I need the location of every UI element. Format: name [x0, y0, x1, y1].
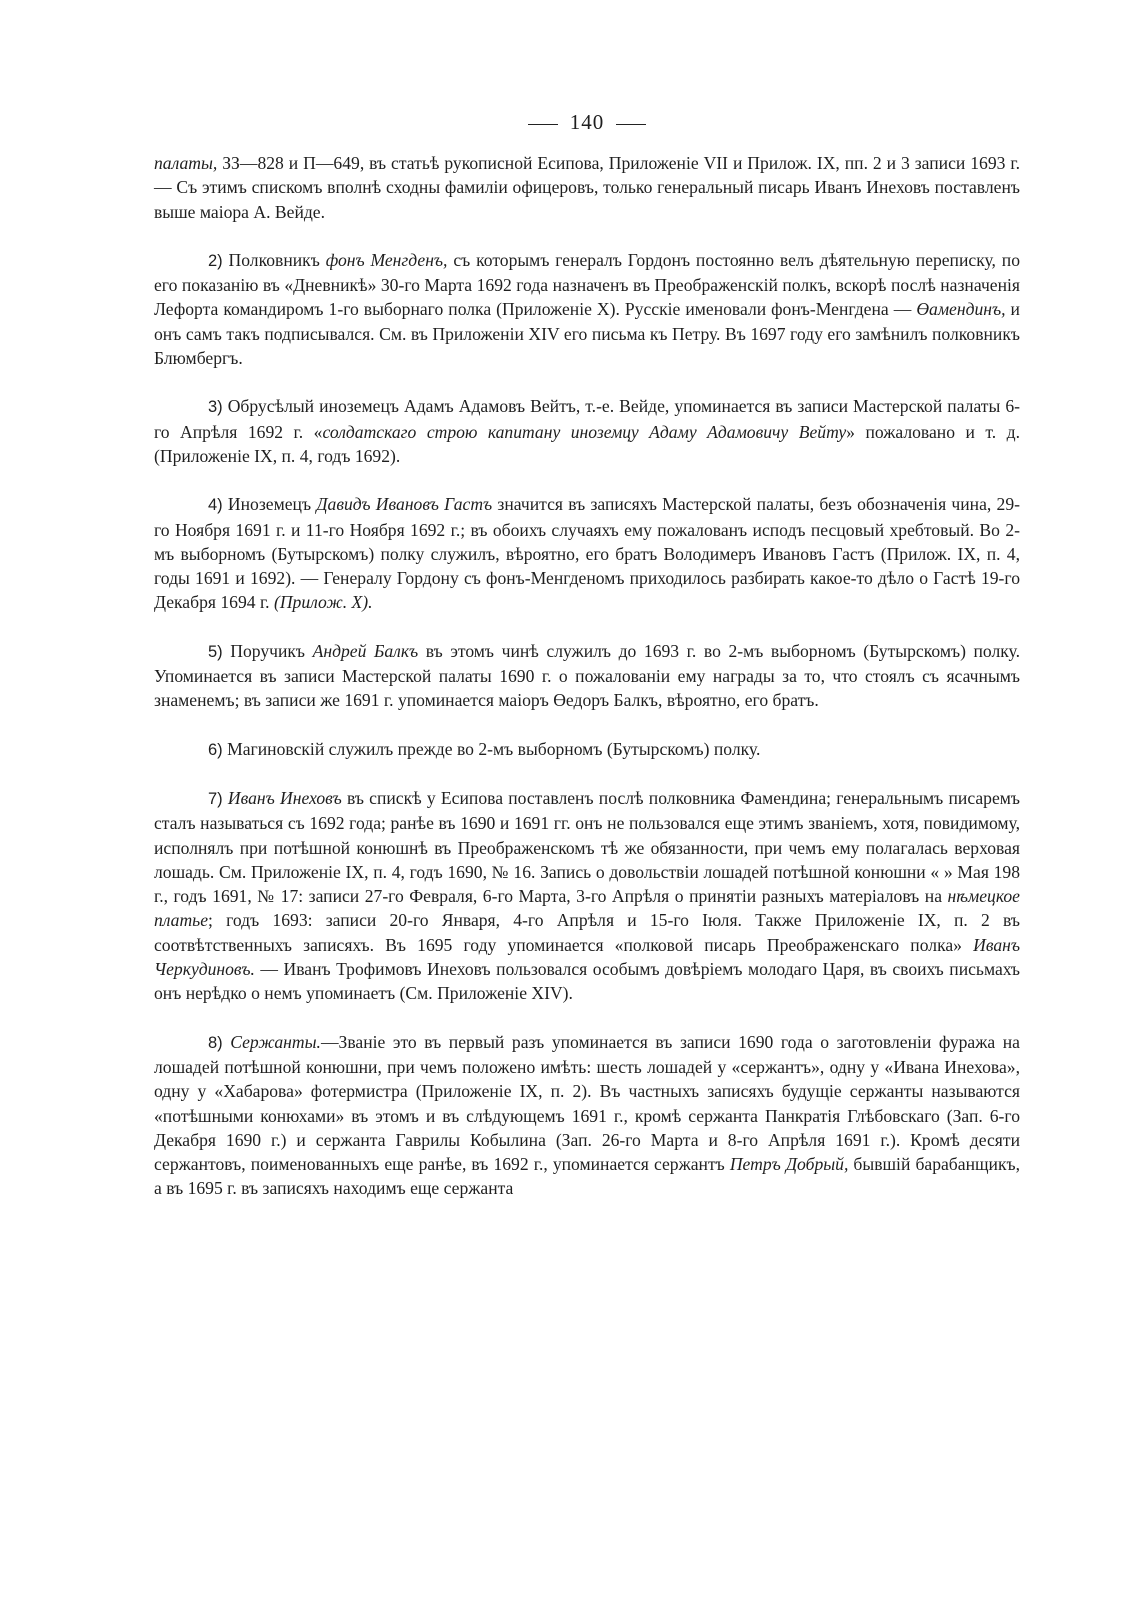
- footnote-number: 7): [208, 789, 223, 808]
- italic-text: Сержанты.: [230, 1031, 321, 1052]
- text: ; годъ 1693: записи 20-го Января, 4-го Апрѣля и 15-го Іюля. Также Приложеніе IX, п. 2 въ соотвѣтственныхъ записяхъ. Въ 1695 году упоминается «полковой писарь Преображенскаго полка»: [154, 910, 1020, 955]
- italic-text: солдатскаго строю капитану иноземцу Адаму Адамовичу Вейту: [322, 421, 847, 442]
- footnote-2: [154, 248, 1020, 370]
- text: — Иванъ Трофимовъ Инеховъ пользовался особымъ довѣріемъ молодаго Царя, въ своихъ письмахъ онъ нерѣдко о немъ упоминаетъ (См. Приложеніе XIV).: [154, 959, 1020, 1004]
- footnote-5: [154, 639, 1020, 713]
- text: —Званіе это въ первый разъ упоминается въ записи 1690 года о заготовленіи фуража на лошадей потѣшной конюшни, при чемъ положено имѣть: шесть лошадей у «сержантъ», одну у «Ивана Инехова», одну у «Хабарова» фотермистра (Приложеніе IX, п. 2). Въ частныхъ записяхъ будущіе сержанты называются «потѣшными конюхами» въ этомъ и въ слѣдующемъ 1691 г., кромѣ сержанта Панкратія Глѣбовскаго (Зап. 6-го Декабря 1690 г.) и сержанта Гаврилы Кобылина (Зап. 26-го Марта и 8-го Апрѣля 1691 г.). Кромѣ десяти сержантовъ, поименованныхъ еще ранѣе, въ 1692 г., упоминается сержантъ: [154, 1031, 1020, 1175]
- italic-text: Иванъ Инеховъ: [227, 787, 342, 808]
- footnote-number: 8): [208, 1033, 223, 1052]
- footnote-4: [154, 492, 1020, 614]
- text: съ которымъ генералъ Гордонъ постоянно велъ дѣятельную переписку, по его показанію въ «Дневникѣ» 30-го Марта 1692 года назначенъ въ Преображенскій полкъ, вскорѣ послѣ назначенія Лефорта командиромъ 1-го выборнаго полка (Приложеніе X). Русскіе именовали фонъ-Менгдена —: [154, 249, 1021, 320]
- footnote-8: [154, 1030, 1020, 1201]
- text: и онъ самъ такъ подписывался. См. въ Приложеніи XIV его письма къ Петру. Въ 1697 году его замѣнилъ полковникъ Блюмбергъ.: [154, 299, 1020, 369]
- footnote-7: [154, 786, 1020, 1006]
- text: Полковникъ: [222, 249, 326, 270]
- footnote-6: [154, 737, 1020, 762]
- italic-text: Давидъ Ивановъ Гастъ: [316, 494, 493, 515]
- text: въ спискѣ у Есипова поставленъ послѣ полковника Фамендина; генеральнымъ писаремъ сталъ называться съ 1692 года; ранѣе въ 1690 и 1691 гг. онъ не пользовался еще этимъ званіемъ, хотя, повидимому, исполнялъ при потѣшной конюшнѣ въ Преображенскомъ тѣ же обязанности, при чемъ ему полагалась верховая лошадь. См. Приложеніе IX, п. 4, годъ 1690, № 16. Запись о довольствіи лошадей потѣшной конюшни « » Мая 198 г., годъ 1691, № 17: записи 27-го Февраля, 6-го Марта, 3-го Апрѣля о принятіи разныхъ матеріаловъ на: [154, 787, 1021, 907]
- italic-text: нѣмецкое платье: [154, 886, 1020, 931]
- italic-text: (Прилож. X).: [273, 592, 373, 613]
- dash-right: [616, 124, 646, 125]
- italic-text: Өамендинъ,: [916, 299, 1006, 320]
- footnote-number: 5): [208, 642, 223, 661]
- footnote-3: [154, 394, 1020, 468]
- text: въ этомъ чинѣ служилъ до 1693 г. во 2-мъ выборномъ (Бутырскомъ) полку. Упоминается въ записи Мастерской палаты 1690 г. о пожалованіи ему награды за то, что стоялъ съ ясачнымъ знаменемъ; въ записи же 1691 г. упоминается маіоръ Өедоръ Балкъ, вѣроятно, его братъ.: [154, 640, 1020, 711]
- italic-text: фонъ Менгденъ,: [325, 249, 448, 270]
- text: Обрусѣлый иноземецъ Адамъ Адамовъ Вейтъ, т.-е. Вейде, упоминается въ записи Мастерской палаты 6-го Апрѣля 1692 г. «: [154, 396, 1020, 442]
- text: Магиновскій служилъ прежде во 2-мъ выборномъ (Бутырскомъ) полку.: [222, 738, 761, 759]
- text: значится въ записяхъ Мастерской палаты, безъ обозначенія чина, 29-го Ноября 1691 г. и 11-го Ноября 1692 г.; въ обоихъ случаяхъ ему пожалованъ исподъ песцовый хребтовый. Во 2-мъ выборномъ (Бутырскомъ) полку служилъ, вѣроятно, его братъ Володимеръ Ивановъ Гастъ (Прилож. IX, п. 4, годы 1691 и 1692). — Генералу Гордону съ фонъ-Менгденомъ приходилось разбирать какое-то дѣло о Гастѣ 19-го Декабря 1694 г.: [154, 494, 1021, 613]
- text: Поручикъ: [222, 640, 313, 661]
- footnote-number: 4): [208, 496, 223, 515]
- text: Иноземецъ: [222, 494, 317, 515]
- text: » пожаловано и т. д. (Приложеніе IX, п. 4, годъ 1692).: [154, 421, 1020, 466]
- text: ЗЗ—828 и П—649, въ статьѣ рукописной Есипова, Приложеніе VII и Прилож. IX, пп. 2 и 3 записи 1693 г. — Съ этимъ спискомъ вполнѣ сходны фамиліи офицеровъ, только генеральный писарь Иванъ Инеховъ поставленъ выше маіора А. Вейде.: [154, 153, 1020, 222]
- italic-text: Иванъ Черкудиновъ.: [154, 934, 1020, 980]
- footnote-number: 3): [208, 398, 223, 417]
- footnote-number: 2): [208, 251, 223, 270]
- footnote-continuation: [154, 151, 1020, 224]
- dash-left: [528, 124, 558, 125]
- page-number: [154, 110, 1020, 135]
- page-body: [154, 110, 1020, 1225]
- italic-text: Петръ Добрый,: [729, 1154, 849, 1175]
- footnote-number: 6): [208, 740, 223, 759]
- italic-text: Андрей Балкъ: [312, 640, 419, 661]
- italic-text: палаты,: [154, 153, 218, 173]
- text: бывшій барабанщикъ, а въ 1695 г. въ записяхъ находимъ еще сержанта: [154, 1154, 1020, 1199]
- page-number-text: 140: [569, 110, 605, 134]
